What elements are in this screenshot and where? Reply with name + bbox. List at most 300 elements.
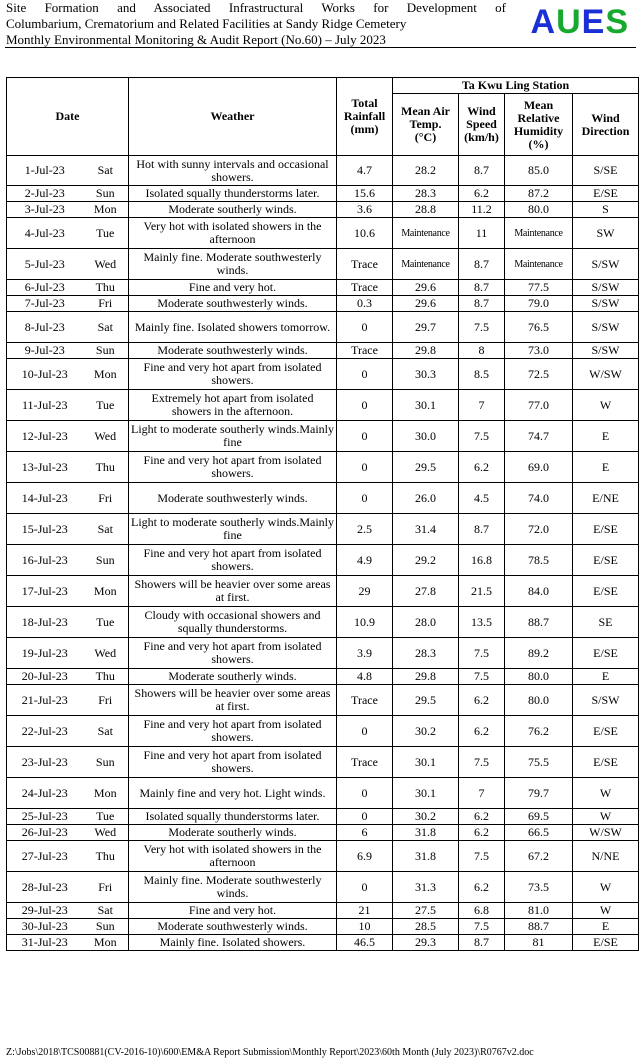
humidity-cell: 81.0 (505, 903, 573, 919)
rainfall-cell: 10 (337, 919, 393, 935)
rainfall-cell: 0 (337, 421, 393, 452)
humidity-cell: 69.0 (505, 452, 573, 483)
rainfall-cell: 0 (337, 312, 393, 343)
temp-cell: 29.8 (393, 669, 459, 685)
weather-cell: Cloudy with occasional showers and squally thunderstorms. (129, 607, 337, 638)
humidity-cell: 67.2 (505, 841, 573, 872)
day-cell: Mon (83, 778, 129, 809)
wind-speed-cell: 8.7 (459, 935, 505, 951)
weather-cell: Moderate southwesterly winds. (129, 296, 337, 312)
header-temp-2: Temp. (409, 117, 442, 131)
table-row (7, 514, 639, 545)
logo-letter: A (530, 3, 557, 41)
humidity-cell: 78.5 (505, 545, 573, 576)
table-row (7, 935, 639, 951)
table-row (7, 280, 639, 296)
table-row (7, 747, 639, 778)
header-rainfall (337, 78, 393, 156)
table-row (7, 343, 639, 359)
temp-cell: 28.3 (393, 638, 459, 669)
weather-cell: Light to moderate southerly winds.Mainly fine (129, 421, 337, 452)
date-cell: 16-Jul-23 (7, 545, 83, 576)
wind-speed-cell: 7 (459, 778, 505, 809)
rainfall-cell: 0 (337, 483, 393, 514)
table-body (7, 156, 639, 951)
temp-cell: 30.1 (393, 747, 459, 778)
table-row (7, 919, 639, 935)
date-cell: 27-Jul-23 (7, 841, 83, 872)
wind-dir-cell: S/SW (573, 280, 639, 296)
wind-dir-cell: W (573, 903, 639, 919)
rainfall-cell: Trace (337, 280, 393, 296)
temp-cell: 29.2 (393, 545, 459, 576)
humidity-cell: 74.7 (505, 421, 573, 452)
rainfall-cell: 15.6 (337, 186, 393, 202)
date-cell: 2-Jul-23 (7, 186, 83, 202)
wind-speed-cell: 4.5 (459, 483, 505, 514)
header-humidity-3: Humidity (513, 123, 564, 138)
temp-cell: 28.2 (393, 156, 459, 186)
table-row (7, 483, 639, 514)
date-cell: 6-Jul-23 (7, 280, 83, 296)
wind-dir-cell: SW (573, 218, 639, 249)
weather-cell: Fine and very hot apart from isolated showers. (129, 359, 337, 390)
humidity-cell: 88.7 (505, 919, 573, 935)
rainfall-cell: 6.9 (337, 841, 393, 872)
temp-cell: 28.8 (393, 202, 459, 218)
date-cell: 14-Jul-23 (7, 483, 83, 514)
wind-dir-cell: S/SW (573, 685, 639, 716)
temp-cell: 30.0 (393, 421, 459, 452)
date-cell: 17-Jul-23 (7, 576, 83, 607)
weather-cell: Moderate southwesterly winds. (129, 919, 337, 935)
weather-cell: Fine and very hot apart from isolated showers. (129, 452, 337, 483)
temp-cell: 30.3 (393, 359, 459, 390)
date-cell: 10-Jul-23 (7, 359, 83, 390)
day-cell: Fri (83, 872, 129, 903)
temp-cell: 31.3 (393, 872, 459, 903)
humidity-cell: 80.0 (505, 669, 573, 685)
humidity-cell: 80.0 (505, 202, 573, 218)
wind-dir-cell: W (573, 872, 639, 903)
rainfall-cell: 0 (337, 716, 393, 747)
weather-cell: Moderate southerly winds. (129, 669, 337, 685)
date-cell: 7-Jul-23 (7, 296, 83, 312)
weather-cell: Mainly fine. Moderate southwesterly winds. (129, 872, 337, 903)
wind-speed-cell: 8 (459, 343, 505, 359)
weather-cell: Fine and very hot apart from isolated showers. (129, 716, 337, 747)
date-cell: 25-Jul-23 (7, 809, 83, 825)
wind-speed-cell: 11.2 (459, 202, 505, 218)
header-wind-dir (573, 94, 639, 156)
day-cell: Sat (83, 514, 129, 545)
humidity-cell: 72.0 (505, 514, 573, 545)
weather-cell: Isolated squally thunderstorms later. (129, 809, 337, 825)
weather-cell: Mainly fine and very hot. Light winds. (129, 778, 337, 809)
rainfall-cell: 29 (337, 576, 393, 607)
wind-dir-cell: E/SE (573, 576, 639, 607)
date-cell: 11-Jul-23 (7, 390, 83, 421)
day-cell: Tue (83, 809, 129, 825)
table-row (7, 545, 639, 576)
table-row (7, 359, 639, 390)
table-row (7, 825, 639, 841)
header-humidity-4: (%) (528, 136, 549, 151)
day-cell: Sun (83, 919, 129, 935)
date-cell: 29-Jul-23 (7, 903, 83, 919)
temp-cell: 26.0 (393, 483, 459, 514)
wind-dir-cell: N/NE (573, 841, 639, 872)
weather-cell: Showers will be heavier over some areas at first. (129, 685, 337, 716)
table-row (7, 452, 639, 483)
rainfall-cell: 4.7 (337, 156, 393, 186)
day-cell: Sat (83, 312, 129, 343)
wind-speed-cell: 6.2 (459, 809, 505, 825)
table-row (7, 202, 639, 218)
day-cell: Fri (83, 685, 129, 716)
wind-dir-cell: S (573, 202, 639, 218)
wind-speed-cell: 13.5 (459, 607, 505, 638)
humidity-cell: 76.2 (505, 716, 573, 747)
weather-cell: Fine and very hot apart from isolated showers. (129, 638, 337, 669)
header-temp-3: (°C) (414, 130, 437, 144)
report-header (6, 0, 506, 48)
weather-cell: Extremely hot apart from isolated showers in the afternoon. (129, 390, 337, 421)
date-cell: 19-Jul-23 (7, 638, 83, 669)
weather-cell: Very hot with isolated showers in the afternoon (129, 841, 337, 872)
humidity-cell: Maintenance (505, 249, 573, 280)
wind-dir-cell: W/SW (573, 825, 639, 841)
rainfall-cell: 0 (337, 390, 393, 421)
wind-dir-cell: W/SW (573, 359, 639, 390)
temp-cell: 27.8 (393, 576, 459, 607)
date-cell: 24-Jul-23 (7, 778, 83, 809)
table-row (7, 903, 639, 919)
temp-cell: 30.2 (393, 716, 459, 747)
day-cell: Sat (83, 903, 129, 919)
header-temp-1: Mean Air (401, 104, 450, 118)
day-cell: Mon (83, 576, 129, 607)
humidity-cell: 66.5 (505, 825, 573, 841)
day-cell: Fri (83, 483, 129, 514)
table-row (7, 669, 639, 685)
day-cell: Sat (83, 156, 129, 186)
header-date: Date (7, 78, 129, 156)
humidity-cell: 73.0 (505, 343, 573, 359)
weather-cell: Fine and very hot apart from isolated showers. (129, 747, 337, 778)
weather-cell: Moderate southerly winds. (129, 825, 337, 841)
date-cell: 28-Jul-23 (7, 872, 83, 903)
header-divider (5, 47, 636, 48)
header-wind-speed-3: (km/h) (464, 130, 499, 144)
weather-cell: Moderate southwesterly winds. (129, 343, 337, 359)
wind-dir-cell: E/SE (573, 716, 639, 747)
day-cell: Wed (83, 249, 129, 280)
humidity-cell: 79.7 (505, 778, 573, 809)
date-cell: 3-Jul-23 (7, 202, 83, 218)
wind-speed-cell: 7.5 (459, 747, 505, 778)
weather-cell: Mainly fine. Isolated showers tomorrow. (129, 312, 337, 343)
header-wind-speed-2: Speed (466, 117, 497, 131)
temp-cell: 31.4 (393, 514, 459, 545)
rainfall-cell: 0 (337, 778, 393, 809)
rainfall-cell: 21 (337, 903, 393, 919)
weather-cell: Light to moderate southerly winds.Mainly fine (129, 514, 337, 545)
date-cell: 20-Jul-23 (7, 669, 83, 685)
wind-dir-cell: S/SW (573, 296, 639, 312)
temp-cell: 31.8 (393, 825, 459, 841)
logo-letter: S (605, 3, 629, 41)
wind-speed-cell: 6.8 (459, 903, 505, 919)
wind-dir-cell: E/SE (573, 514, 639, 545)
weather-cell: Fine and very hot apart from isolated showers. (129, 545, 337, 576)
humidity-cell: 88.7 (505, 607, 573, 638)
wind-speed-cell: 21.5 (459, 576, 505, 607)
wind-speed-cell: 7.5 (459, 841, 505, 872)
day-cell: Wed (83, 421, 129, 452)
temp-cell: 28.3 (393, 186, 459, 202)
wind-speed-cell: 7 (459, 390, 505, 421)
wind-speed-cell: 8.7 (459, 514, 505, 545)
wind-speed-cell: 8.7 (459, 280, 505, 296)
header-temp (393, 94, 459, 156)
wind-speed-cell: 11 (459, 218, 505, 249)
wind-speed-cell: 16.8 (459, 545, 505, 576)
weather-cell: Showers will be heavier over some areas at first. (129, 576, 337, 607)
rainfall-cell: 46.5 (337, 935, 393, 951)
date-cell: 21-Jul-23 (7, 685, 83, 716)
temp-cell: 28.5 (393, 919, 459, 935)
day-cell: Mon (83, 359, 129, 390)
weather-cell: Hot with sunny intervals and occasional showers. (129, 156, 337, 186)
weather-cell: Fine and very hot. (129, 280, 337, 296)
weather-cell: Mainly fine. Isolated showers. (129, 935, 337, 951)
humidity-cell: 77.5 (505, 280, 573, 296)
rainfall-cell: 4.8 (337, 669, 393, 685)
humidity-cell: 80.0 (505, 685, 573, 716)
wind-speed-cell: 7.5 (459, 638, 505, 669)
table-row (7, 312, 639, 343)
humidity-cell: 85.0 (505, 156, 573, 186)
day-cell: Tue (83, 607, 129, 638)
date-cell: 1-Jul-23 (7, 156, 83, 186)
wind-speed-cell: 8.5 (459, 359, 505, 390)
table-row (7, 186, 639, 202)
aues-logo (531, 4, 630, 40)
date-cell: 15-Jul-23 (7, 514, 83, 545)
temp-cell: 28.0 (393, 607, 459, 638)
header-wind-speed (459, 94, 505, 156)
date-cell: 23-Jul-23 (7, 747, 83, 778)
file-path-footer: Z:\Jobs\2018\TCS00881(CV-2016-10)\600\EM&A Report Submission\Monthly Report\2023\60th Month (July 2023)\R0767v2.doc (6, 1047, 534, 1058)
humidity-cell: 69.5 (505, 809, 573, 825)
rainfall-cell: 0 (337, 809, 393, 825)
wind-speed-cell: 7.5 (459, 421, 505, 452)
wind-dir-cell: E (573, 452, 639, 483)
day-cell: Sun (83, 186, 129, 202)
wind-speed-cell: 6.2 (459, 825, 505, 841)
humidity-cell: 89.2 (505, 638, 573, 669)
rainfall-cell: 0 (337, 452, 393, 483)
rainfall-cell: 4.9 (337, 545, 393, 576)
rainfall-cell: 2.5 (337, 514, 393, 545)
temp-cell: 29.6 (393, 280, 459, 296)
temp-cell: 29.6 (393, 296, 459, 312)
table-row (7, 421, 639, 452)
day-cell: Mon (83, 202, 129, 218)
weather-cell: Very hot with isolated showers in the afternoon (129, 218, 337, 249)
wind-speed-cell: 8.7 (459, 296, 505, 312)
day-cell: Wed (83, 825, 129, 841)
logo-letter: E (581, 3, 606, 41)
header-humidity (505, 94, 573, 156)
rainfall-cell: Trace (337, 685, 393, 716)
day-cell: Thu (83, 452, 129, 483)
rainfall-cell: Trace (337, 747, 393, 778)
wind-speed-cell: 6.2 (459, 685, 505, 716)
temp-cell: Maintenance (393, 249, 459, 280)
day-cell: Tue (83, 218, 129, 249)
wind-dir-cell: E/SE (573, 186, 639, 202)
rainfall-cell: 0 (337, 359, 393, 390)
table-row (7, 576, 639, 607)
wind-dir-cell: S/SW (573, 312, 639, 343)
wind-dir-cell: W (573, 778, 639, 809)
weather-cell: Moderate southwesterly winds. (129, 483, 337, 514)
wind-speed-cell: 6.2 (459, 716, 505, 747)
humidity-cell: 81 (505, 935, 573, 951)
wind-dir-cell: E (573, 919, 639, 935)
wind-dir-cell: E/SE (573, 935, 639, 951)
wind-speed-cell: 7.5 (459, 669, 505, 685)
table-row (7, 809, 639, 825)
humidity-cell: 74.0 (505, 483, 573, 514)
humidity-cell: 87.2 (505, 186, 573, 202)
day-cell: Tue (83, 390, 129, 421)
wind-speed-cell: 8.7 (459, 156, 505, 186)
wind-dir-cell: E (573, 669, 639, 685)
temp-cell: 30.1 (393, 778, 459, 809)
wind-dir-cell: E/SE (573, 747, 639, 778)
weather-cell: Fine and very hot. (129, 903, 337, 919)
wind-dir-cell: E/NE (573, 483, 639, 514)
wind-speed-cell: 7.5 (459, 312, 505, 343)
logo-letter: U (556, 3, 582, 41)
humidity-cell: 77.0 (505, 390, 573, 421)
wind-speed-cell: 8.7 (459, 249, 505, 280)
temp-cell: 30.1 (393, 390, 459, 421)
weather-cell: Mainly fine. Moderate southwesterly winds. (129, 249, 337, 280)
day-cell: Thu (83, 280, 129, 296)
humidity-cell: 73.5 (505, 872, 573, 903)
humidity-cell: 75.5 (505, 747, 573, 778)
humidity-cell: 79.0 (505, 296, 573, 312)
date-cell: 12-Jul-23 (7, 421, 83, 452)
temp-cell: 29.5 (393, 452, 459, 483)
table-row (7, 685, 639, 716)
wind-speed-cell: 6.2 (459, 186, 505, 202)
table-row (7, 872, 639, 903)
table-row (7, 390, 639, 421)
humidity-cell: 84.0 (505, 576, 573, 607)
wind-dir-cell: S/SW (573, 249, 639, 280)
date-cell: 30-Jul-23 (7, 919, 83, 935)
temp-cell: 31.8 (393, 841, 459, 872)
date-cell: 18-Jul-23 (7, 607, 83, 638)
date-cell: 22-Jul-23 (7, 716, 83, 747)
header-station: Ta Kwu Ling Station (393, 78, 639, 94)
table-row (7, 296, 639, 312)
table-row (7, 778, 639, 809)
rainfall-cell: 0 (337, 872, 393, 903)
table-row (7, 716, 639, 747)
table-row (7, 841, 639, 872)
header-wind-dir-2: Direction (581, 123, 630, 138)
header-line-1: Site Formation and Associated Infrastructural Works for Development of (6, 0, 506, 15)
table-row (7, 156, 639, 186)
wind-dir-cell: W (573, 809, 639, 825)
day-cell: Sun (83, 343, 129, 359)
table-row (7, 249, 639, 280)
day-cell: Sun (83, 747, 129, 778)
header-line-3: Monthly Environmental Monitoring & Audit Report (No.60) – July 2023 (6, 32, 386, 47)
header-weather: Weather (129, 78, 337, 156)
wind-dir-cell: S/SE (573, 156, 639, 186)
wind-dir-cell: E/SE (573, 638, 639, 669)
day-cell: Thu (83, 841, 129, 872)
temp-cell: 27.5 (393, 903, 459, 919)
date-cell: 26-Jul-23 (7, 825, 83, 841)
rainfall-cell: 3.9 (337, 638, 393, 669)
header-rainfall-3: (mm) (350, 122, 379, 136)
day-cell: Mon (83, 935, 129, 951)
header-humidity-1: Mean (523, 97, 554, 112)
rainfall-cell: 10.9 (337, 607, 393, 638)
temp-cell: 29.7 (393, 312, 459, 343)
temp-cell: 29.8 (393, 343, 459, 359)
temp-cell: 29.3 (393, 935, 459, 951)
rainfall-cell: 10.6 (337, 218, 393, 249)
day-cell: Sun (83, 545, 129, 576)
table-row (7, 638, 639, 669)
date-cell: 31-Jul-23 (7, 935, 83, 951)
rainfall-cell: 3.6 (337, 202, 393, 218)
wind-dir-cell: W (573, 390, 639, 421)
table-row (7, 607, 639, 638)
weather-cell: Moderate southerly winds. (129, 202, 337, 218)
humidity-cell: Maintenance (505, 218, 573, 249)
date-cell: 8-Jul-23 (7, 312, 83, 343)
wind-dir-cell: E/SE (573, 545, 639, 576)
temp-cell: 29.5 (393, 685, 459, 716)
header-rainfall-2: Rainfall (343, 109, 386, 123)
wind-dir-cell: S/SW (573, 343, 639, 359)
date-cell: 4-Jul-23 (7, 218, 83, 249)
day-cell: Fri (83, 296, 129, 312)
header-wind-dir-1: Wind (591, 110, 620, 125)
humidity-cell: 76.5 (505, 312, 573, 343)
wind-dir-cell: E (573, 421, 639, 452)
date-cell: 9-Jul-23 (7, 343, 83, 359)
weather-table (6, 77, 639, 951)
rainfall-cell: Trace (337, 343, 393, 359)
header-wind-speed-1: Wind (467, 104, 496, 118)
date-cell: 5-Jul-23 (7, 249, 83, 280)
header-rainfall-1: Total (351, 96, 378, 110)
weather-cell: Isolated squally thunderstorms later. (129, 186, 337, 202)
rainfall-cell: 0.3 (337, 296, 393, 312)
rainfall-cell: Trace (337, 249, 393, 280)
